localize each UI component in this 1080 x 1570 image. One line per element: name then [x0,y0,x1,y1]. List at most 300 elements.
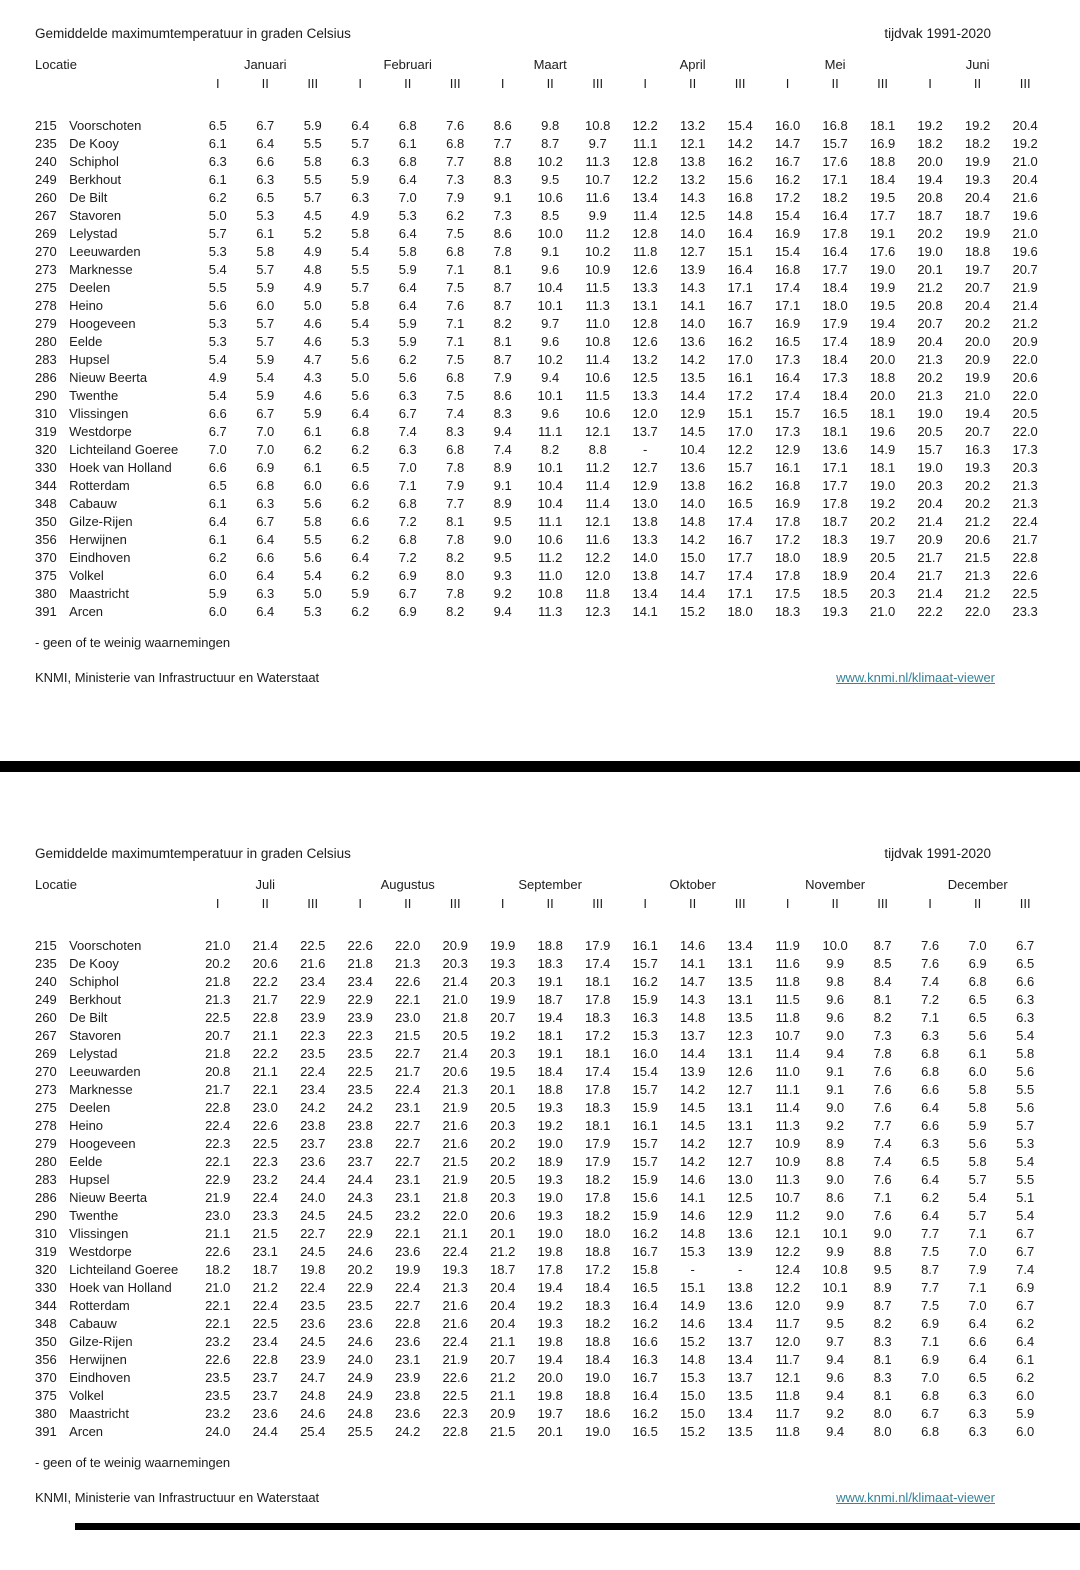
temperature-value: 7.9 [446,478,465,493]
temperature-value: 20.4 [490,1280,516,1295]
month-header: Augustus [380,877,435,892]
temperature-value: 9.1 [826,1082,845,1097]
temperature-value: 22.9 [347,992,373,1007]
temperature-value: 20.2 [347,1262,373,1277]
station-row [35,1009,1049,1027]
temperature-value: 15.7 [632,1082,658,1097]
temperature-value: 22.4 [252,1190,278,1205]
temperature-value: 6.9 [256,460,275,475]
temperature-value: 6.4 [921,1100,940,1115]
station-row [35,171,1049,189]
temperature-value: 18.9 [822,568,848,583]
temperature-value: 20.3 [490,1046,516,1061]
station-id: 278 [35,298,57,313]
month-header: Juli [255,877,275,892]
temperature-value: 6.5 [208,478,227,493]
temperature-value: 6.2 [351,532,370,547]
temperature-value: 11.5 [585,280,610,295]
temperature-value: 6.7 [1016,938,1035,953]
temperature-value: 6.3 [921,1136,940,1151]
temperature-value: 19.7 [537,1406,563,1421]
temperature-value: 18.1 [869,460,896,475]
temperature-value: 13.1 [727,992,753,1007]
temperature-value: 21.1 [490,1334,516,1349]
temperature-value: 10.4 [537,280,563,295]
temperature-value: 6.7 [398,586,417,601]
temperature-value: 19.3 [822,604,848,619]
temperature-value: 19.4 [537,1352,563,1367]
temperature-value: 9.7 [826,1334,845,1349]
source-label: KNMI, Ministerie van Infrastructuur en Waterstaat [35,1490,320,1505]
temperature-value: 13.4 [727,1406,753,1421]
temperature-value: 18.0 [727,604,753,619]
temperature-value: 7.6 [873,1208,892,1223]
temperature-value: 19.9 [490,992,516,1007]
temperature-value: 6.8 [256,478,275,493]
temperature-value: 5.6 [398,370,417,385]
temperature-value: 21.8 [347,956,373,971]
temperature-value: 6.2 [398,352,417,367]
temperature-value: 16.7 [774,154,801,169]
temperature-value: 18.4 [537,1064,563,1079]
temperature-value: 23.5 [347,1046,373,1061]
temperature-value: 9.6 [541,406,560,421]
temperature-value: 19.3 [537,1316,563,1331]
temperature-value: 7.2 [398,550,417,565]
temperature-value: 21.5 [395,1028,421,1043]
temperature-value: 21.1 [442,1226,468,1241]
temperature-value: 24.2 [395,1424,421,1439]
temperature-value: 14.4 [679,586,706,601]
temperature-value: 11.2 [585,460,610,475]
station-id: 286 [35,370,57,385]
temperature-value: 16.1 [632,938,658,953]
station-name: Rotterdam [69,478,130,493]
temperature-value: 8.7 [873,1298,892,1313]
temperature-value: 7.4 [493,442,512,457]
temperature-value: 20.8 [917,190,943,205]
station-row [35,1405,1049,1423]
temperature-value: 8.0 [873,1424,892,1439]
temperature-value: 6.2 [303,442,322,457]
temperature-value: 8.3 [493,172,512,187]
decade-header: II [546,896,554,911]
temperature-value: 22.1 [205,1316,231,1331]
temperature-value: 20.9 [917,532,943,547]
temperature-value: 24.8 [347,1406,373,1421]
temperature-value: 16.7 [632,1244,658,1259]
temperature-value: - [737,1262,743,1277]
temperature-value: 8.2 [873,1010,892,1025]
temperature-value: 6.0 [208,604,227,619]
locatie-header: Locatie [35,877,77,892]
temperature-value: 12.2 [774,1244,801,1259]
temperature-value: 16.4 [632,1298,658,1313]
bottom-edge-bar [75,1523,1080,1530]
temperature-value: 18.8 [585,1388,611,1403]
temperature-value: 21.4 [442,1046,468,1061]
temperature-value: 20.9 [1012,334,1038,349]
temperature-value: 22.7 [395,1298,421,1313]
station-id: 273 [35,1082,57,1097]
temperature-value: 10.8 [585,334,611,349]
temperature-value: 18.7 [964,208,991,223]
temperature-value: 20.8 [205,1064,231,1079]
temperature-value: 22.4 [442,1244,468,1259]
temperature-value: 21.2 [964,514,991,529]
temperature-value: 6.8 [921,1046,940,1061]
temperature-value: 10.9 [774,1154,801,1169]
temperature-value: 16.4 [727,226,753,241]
temperature-value: 24.7 [300,1370,326,1385]
temperature-value: 23.6 [395,1406,421,1421]
temperature-value: 15.4 [727,118,753,133]
temperature-value: 6.3 [1016,992,1035,1007]
temperature-value: 7.1 [446,334,465,349]
temperature-value: 13.9 [727,1244,753,1259]
temperature-value: 17.9 [585,1136,611,1151]
temperature-value: 23.6 [252,1406,278,1421]
temperature-value: 13.2 [632,352,658,367]
klimaat-viewer-link[interactable]: www.knmi.nl/klimaat-viewer [836,670,995,685]
temperature-value: 22.8 [252,1352,278,1367]
temperature-value: 6.2 [921,1190,940,1205]
temperature-value: 22.4 [300,1280,326,1295]
temperature-value: 21.7 [205,1082,231,1097]
temperature-value: 22.1 [252,1082,278,1097]
temperature-value: 11.3 [585,298,610,313]
temperature-value: 5.8 [256,244,275,259]
temperature-value: 14.6 [679,1316,706,1331]
header-row-2 [35,846,1047,861]
temperature-value: 20.2 [964,316,991,331]
temperature-value: 5.4 [968,1190,987,1205]
temperature-value: 21.3 [917,352,943,367]
temperature-value: 13.7 [727,1370,753,1385]
station-name: Eelde [69,1154,103,1169]
temperature-value: 5.0 [303,298,322,313]
temperature-value: 17.4 [727,568,753,583]
temperature-value: 10.1 [822,1226,848,1241]
decade-header: III [734,896,746,911]
temperature-value: 6.3 [968,1406,987,1421]
temperature-value: 6.3 [256,172,275,187]
temperature-value: 17.0 [727,352,753,367]
temperature-value: 21.4 [917,586,943,601]
temperature-value: 20.9 [964,352,991,367]
temperature-value: 17.1 [727,586,753,601]
decade-header: II [261,896,269,911]
temperature-value: 6.1 [208,532,227,547]
temperature-value: 19.9 [964,370,991,385]
temperature-value: 24.4 [252,1424,278,1439]
temperature-value: 19.6 [869,424,896,439]
temperature-value: 19.0 [585,1370,611,1385]
station-name: Lelystad [69,226,118,241]
temperature-value: 13.5 [727,1424,753,1439]
temperature-value: 14.9 [679,1298,706,1313]
decade-header: I [785,896,790,911]
temperature-value: 6.3 [968,1388,987,1403]
temperature-value: 23.4 [300,974,326,989]
temperature-value: 6.2 [351,604,370,619]
temperature-value: 11.9 [775,938,800,953]
temperature-value: 21.3 [442,1082,468,1097]
station-name: Marknesse [69,262,133,277]
temperature-value: 4.6 [303,388,322,403]
temperature-value: 11.1 [538,424,563,439]
temperature-value: 24.6 [300,1406,326,1421]
temperature-value: 21.9 [442,1100,468,1115]
temperature-value: 23.2 [252,1172,278,1187]
station-id: 310 [35,1226,57,1241]
temperature-value: 13.1 [727,1118,753,1133]
temperature-value: 11.5 [585,388,610,403]
temperature-value: 7.0 [921,1370,940,1385]
temperature-value: 5.6 [1016,1100,1035,1115]
temperature-value: 22.3 [300,1028,326,1043]
temperature-value: 16.2 [632,974,658,989]
temperature-value: 8.7 [493,298,512,313]
temperature-value: 20.5 [442,1028,468,1043]
temperature-value: 12.7 [679,244,706,259]
temperature-value: 6.2 [1016,1316,1035,1331]
temperature-value: 24.0 [205,1424,231,1439]
temperature-value: 6.6 [921,1118,940,1133]
station-row [35,1261,1049,1279]
temperature-value: 18.7 [252,1262,278,1277]
station-row [35,297,1049,315]
station-row [35,153,1049,171]
station-name: Vlissingen [69,1226,129,1241]
station-id: 380 [35,586,57,601]
month-header-row [35,875,1049,895]
temperature-value: 10.6 [537,190,563,205]
temperature-value: 7.0 [968,938,987,953]
station-id: 215 [35,938,57,953]
temperature-value: 7.1 [968,1280,987,1295]
temperature-value: 9.7 [541,316,560,331]
temperature-value: 5.8 [351,226,370,241]
temperature-value: 12.9 [774,442,801,457]
station-id: 350 [35,1334,57,1349]
temperature-value: 20.4 [964,298,991,313]
station-row [35,585,1049,603]
temperature-value: 20.2 [490,1136,516,1151]
station-id: 249 [35,992,57,1007]
temperature-value: 6.7 [256,118,275,133]
temperature-value: 17.6 [869,244,896,259]
station-name: Hoogeveen [69,1136,136,1151]
temperature-value: 8.6 [493,388,512,403]
temperature-value: 7.6 [921,938,940,953]
temperature-value: 15.9 [632,1208,658,1223]
temperature-value: 16.6 [632,1334,658,1349]
temperature-value: 5.5 [1016,1082,1035,1097]
temperature-value: 8.2 [493,316,512,331]
temperature-value: 5.9 [968,1118,987,1133]
temperature-value: 18.3 [822,532,848,547]
station-name: Berkhout [69,992,122,1007]
temperature-value: 20.3 [490,974,516,989]
temperature-value: 18.4 [822,352,848,367]
temperature-value: 18.4 [822,388,848,403]
temperature-value: 23.1 [252,1244,278,1259]
temperature-value: 23.6 [395,1244,421,1259]
temperature-value: 6.8 [446,442,465,457]
temperature-value: 20.5 [1012,406,1038,421]
station-id: 344 [35,1298,57,1313]
station-id: 391 [35,1424,57,1439]
station-name: Deelen [69,280,111,295]
temperature-value: 11.0 [585,316,610,331]
temperature-value: 20.5 [490,1172,516,1187]
temperature-value: 11.4 [585,478,610,493]
temperature-value: 14.2 [679,352,706,367]
temperature-value: 6.3 [968,1424,987,1439]
month-header: April [679,57,706,72]
temperature-value: 15.9 [632,992,658,1007]
temperature-value: 5.9 [398,316,417,331]
station-name: Cabauw [69,496,117,511]
temperature-value: 15.8 [632,1262,658,1277]
temperature-value: 23.5 [347,1082,373,1097]
temperature-value: 22.0 [442,1208,468,1223]
temperature-value: - [690,1262,695,1277]
temperature-value: 12.2 [632,118,658,133]
station-row [35,1387,1049,1405]
temperature-value: 9.6 [826,992,845,1007]
temperature-value: 23.1 [395,1100,421,1115]
temperature-value: 20.2 [205,956,231,971]
station-id: 235 [35,136,57,151]
temperature-value: 12.7 [632,460,658,475]
temperature-value: 21.5 [964,550,991,565]
temperature-value: 10.9 [585,262,611,277]
temperature-value: 21.9 [442,1352,468,1367]
temperature-value: 8.6 [826,1190,845,1205]
temperature-value: 16.2 [632,1406,658,1421]
temperature-value: 14.2 [679,532,706,547]
temperature-value: 10.7 [774,1190,801,1205]
temperature-value: 6.0 [1016,1424,1035,1439]
temperature-value: 7.0 [256,424,275,439]
temperature-value: 18.5 [822,586,848,601]
temperature-value: 14.1 [679,956,706,971]
temperature-value: 16.5 [822,406,848,421]
temperature-value: 6.1 [208,172,227,187]
decade-header: II [404,76,412,91]
temperature-value: 6.5 [351,460,370,475]
temperature-value: 21.6 [442,1136,468,1151]
temperature-value: 23.8 [395,1388,421,1403]
temperature-value: 22.5 [347,1064,373,1079]
station-row [35,1351,1049,1369]
station-name: Herwijnen [69,1352,127,1367]
decade-header: I [215,76,220,91]
temperature-value: 16.1 [774,460,801,475]
klimaat-viewer-link[interactable]: www.knmi.nl/klimaat-viewer [836,1490,995,1505]
temperature-value: 12.2 [585,550,611,565]
temperature-value: 19.3 [537,1100,563,1115]
temperature-value: 5.8 [1016,1046,1035,1061]
temperature-value: 19.9 [964,154,991,169]
temperature-value: 18.9 [869,334,896,349]
station-id: 279 [35,1136,57,1151]
temperature-value: 14.0 [679,316,706,331]
temperature-value: 14.8 [679,1352,706,1367]
temperature-value: 13.5 [679,370,706,385]
temperature-value: 20.9 [442,938,468,953]
temperature-value: 10.2 [537,154,563,169]
temperature-value: 24.6 [347,1334,373,1349]
temperature-value: 14.0 [632,550,658,565]
temperature-value: 18.3 [774,604,801,619]
decade-header: II [404,896,412,911]
temperature-value: 20.5 [490,1100,516,1115]
temperature-value: 22.5 [252,1136,278,1151]
temperature-value: 23.5 [300,1298,326,1313]
temperature-value: 19.9 [395,1262,421,1277]
temperature-value: 22.4 [300,1064,326,1079]
temperature-value: 9.2 [493,586,512,601]
temperature-value: 24.6 [347,1244,373,1259]
station-name: De Bilt [69,190,108,205]
temperature-value: 18.1 [585,974,611,989]
temperature-value: 12.5 [679,208,706,223]
temperature-value: 9.0 [826,1028,845,1043]
station-id: 269 [35,1046,57,1061]
temperature-value: 6.5 [256,190,275,205]
temperature-value: 6.1 [303,460,322,475]
temperature-value: 18.7 [490,1262,516,1277]
temperature-value: 22.3 [347,1028,373,1043]
temperature-value: 21.1 [252,1028,278,1043]
temperature-value: 6.2 [351,568,370,583]
temperature-value: 5.7 [351,280,370,295]
temperature-value: 20.1 [537,1424,563,1439]
station-row [35,369,1049,387]
locatie-header: Locatie [35,57,77,72]
temperature-value: 17.9 [585,1154,611,1169]
temperature-value: 5.5 [208,280,227,295]
temperature-value: 23.9 [300,1352,326,1367]
temperature-value: 17.0 [727,424,753,439]
temperature-value: 6.1 [1016,1352,1035,1367]
temperature-value: 11.7 [775,1352,800,1367]
temperature-value: 13.6 [679,460,706,475]
temperature-value: 16.2 [632,1316,658,1331]
temperature-value: 6.8 [398,154,417,169]
temperature-value: 22.5 [252,1316,278,1331]
temperature-value: 5.6 [351,352,370,367]
temperature-value: 16.4 [822,208,848,223]
temperature-value: 6.3 [398,388,417,403]
temperature-value: 18.8 [964,244,991,259]
temperature-value: 20.8 [917,298,943,313]
temperature-value: 19.3 [964,460,991,475]
temperature-value: 15.0 [679,550,706,565]
station-id: 273 [35,262,57,277]
station-name: Eindhoven [69,1370,131,1385]
temperature-value: 6.5 [208,118,227,133]
station-row [35,135,1049,153]
temperature-value: 19.3 [964,172,991,187]
temperature-value: 18.1 [869,118,896,133]
temperature-value: 16.7 [727,316,753,331]
station-id: 270 [35,244,57,259]
temperature-value: 22.2 [252,974,278,989]
